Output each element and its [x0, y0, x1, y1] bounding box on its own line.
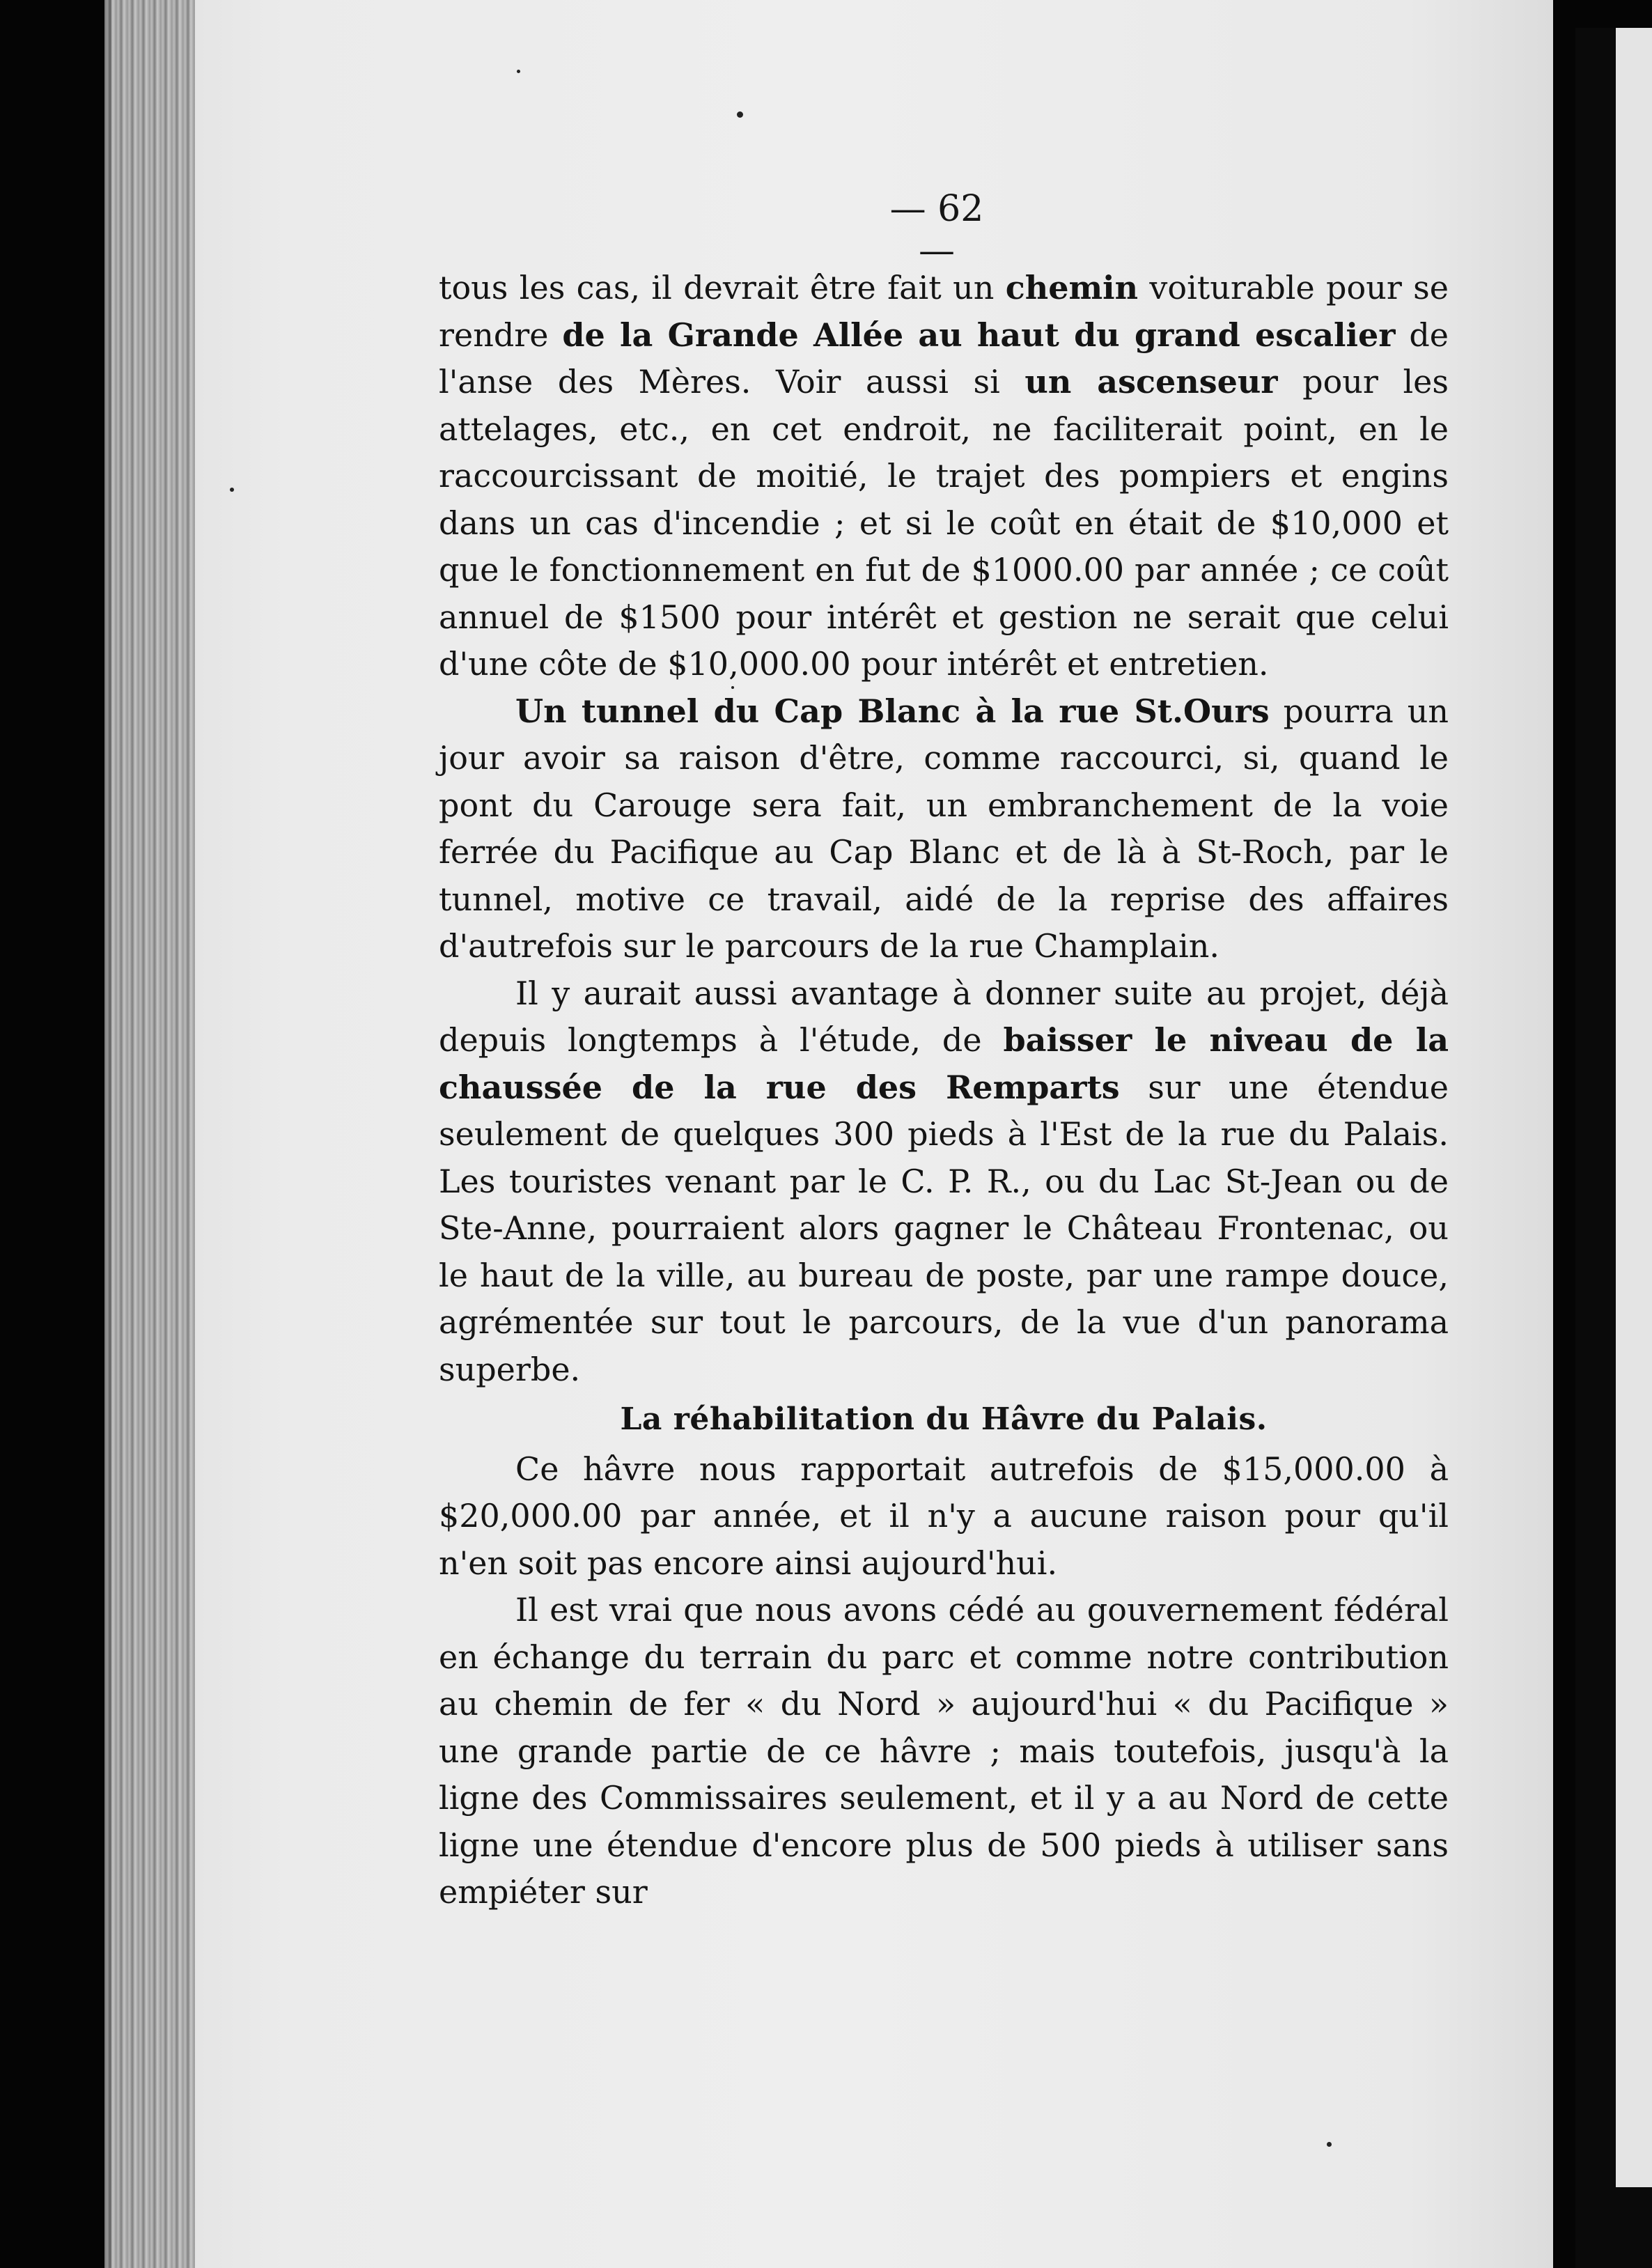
paragraph-1-seg-1: chemin — [1005, 269, 1139, 306]
paragraph-1-seg-6: pour les attelages, etc., en cet endroit, ne faciliterait point, en le raccourcissant de moitié, le trajet des pompiers et engins dans un cas d'incendie ; et si le coût en était de $10,000 et que le fonctionnement en fut de $1000.00 par année ; ce coût annuel de $1500 pour intérêt et gestion ne serait que celui d'une côte de $10,000.00 pour intérêt et entretien. — [439, 363, 1449, 683]
paragraph-2-seg-0: Un tunnel du Cap Blanc à la rue St.Ours — [515, 692, 1270, 730]
paragraph-3-seg-2: sur une étendue seulement de quelques 300 pieds à l'Est de la rue du Palais. Les touristes venant par le C. P. R., ou du Lac St-Jean ou de Ste-Anne, pourraient alors gagner le Château Frontenac, ou le haut de la ville, au bureau de poste, par une rampe douce, agrémentée sur tout le parcours, de la vue d'un panorama superbe. — [439, 1068, 1449, 1388]
paragraph-3-seg-0: Il y aurait aussi avantage à donner suite au projet, déjà depuis longtemps à l'étude, de — [439, 974, 1449, 1059]
ink-speck — [737, 111, 743, 118]
paragraph-1-seg-2: voiturable pour se rendre — [439, 269, 1449, 354]
paragraph-1-seg-4: de l'anse des Mères. Voir aussi si — [439, 316, 1449, 401]
page-number: — 62 — — [889, 188, 984, 272]
facing-page-sliver — [1616, 28, 1652, 2187]
paragraph-1-seg-0: tous les cas, il devrait être fait un — [439, 269, 1006, 306]
section-paragraph-1: Ce hâvre nous rapportait autrefois de $15,000.00 à $20,000.00 par année, et il n'y a aucune raison pour qu'il n'en soit pas encore ainsi aujourd'hui. — [439, 1450, 1449, 1582]
paragraph-1 — [439, 265, 1449, 688]
ink-speck — [1327, 2142, 1332, 2147]
paragraph-3 — [439, 970, 1449, 1394]
paragraph-2 — [439, 688, 1449, 970]
ink-speck — [517, 70, 520, 73]
paragraph-1-seg-5: un ascenseur — [1024, 363, 1278, 401]
paragraph-3-seg-1: baisser le niveau de la chaussée de la rue des Remparts — [439, 1021, 1449, 1106]
section-paragraph-2: Il est vrai que nous avons cédé au gouvernement fédéral en échange du terrain du parc et comme notre contribution au chemin de fer « du Nord » aujourd'hui « du Pacifique » une grande partie de ce hâvre ; mais toutefois, jusqu'à la ligne des Commissaires seulement, et il y a au Nord de cette ligne une étendue d'encore plus de 500 pieds à utiliser sans empiéter sur — [439, 1591, 1449, 1911]
ink-speck — [731, 686, 734, 689]
paragraph-2-seg-1: pourra un jour avoir sa raison d'être, comme raccourci, si, quand le pont du Carouge sera fait, un embranchement de la voie ferrée du Pacifique au Cap Blanc et de là à St-Roch, par le tunnel, motive ce travail, aidé de la reprise des affaires d'autrefois sur le parcours de la rue Champlain. — [439, 692, 1449, 965]
page-body — [439, 265, 1449, 1916]
section-heading: La réhabilitation du Hâvre du Palais. — [620, 1401, 1268, 1437]
book-spine-edge — [104, 0, 195, 2268]
ink-speck — [230, 488, 234, 492]
paragraph-1-seg-3: de la Grande Allée au haut du grand escalier — [562, 316, 1396, 354]
